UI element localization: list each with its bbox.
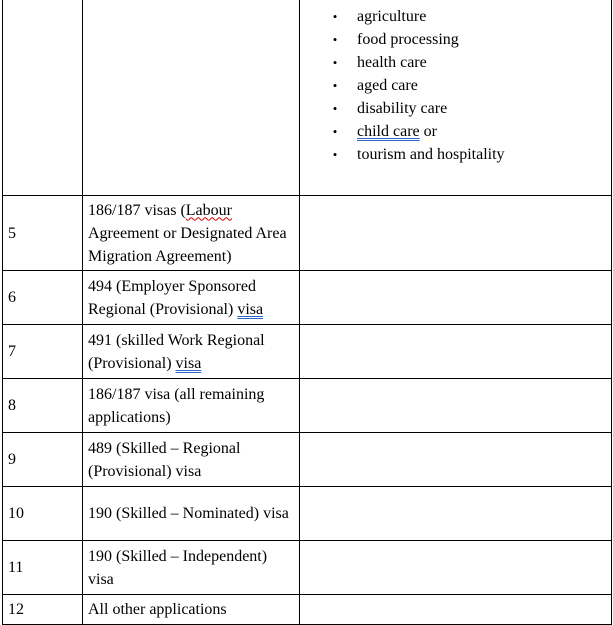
table-row — [3, 325, 612, 379]
empty-cell — [300, 433, 612, 487]
description-cell: 190 (Skilled – Nominated) visa — [83, 487, 300, 541]
description-cell: 491 (skilled Work Regional (Provisional) visa — [83, 325, 300, 379]
list-item: • agriculture — [330, 5, 611, 28]
list-item: • disability care — [330, 97, 611, 120]
priority-table — [2, 0, 612, 625]
number-cell: 5 — [3, 196, 83, 271]
table-row — [3, 196, 612, 271]
table-row — [3, 379, 612, 433]
grammar-flagged-text: visa — [237, 300, 264, 318]
description-cell: 489 (Skilled – Regional (Provisional) visa — [83, 433, 300, 487]
list-item: • food processing — [330, 28, 611, 51]
bullet-icon: • — [332, 147, 338, 162]
table-row — [3, 541, 612, 595]
number-cell: 12 — [3, 595, 83, 625]
list-item: • child care or — [330, 120, 611, 143]
empty-cell — [300, 595, 612, 625]
grammar-flagged-text: child care — [357, 123, 420, 140]
description-cell: 186/187 visa (all remaining applications) — [83, 379, 300, 433]
table-row — [3, 0, 612, 196]
empty-cell — [300, 541, 612, 595]
number-cell: 6 — [3, 271, 83, 325]
number-cell: 10 — [3, 487, 83, 541]
grammar-flagged-text: visa — [175, 354, 202, 372]
empty-cell — [300, 487, 612, 541]
empty-cell — [300, 196, 612, 271]
description-cell: All other applications — [83, 595, 300, 625]
description-cell — [83, 0, 300, 196]
table-row — [3, 271, 612, 325]
sector-list — [300, 5, 611, 166]
description-cell: 494 (Employer Sponsored Regional (Provisional) visa — [83, 271, 300, 325]
sector-list-cell — [300, 0, 612, 196]
number-cell: 7 — [3, 325, 83, 379]
number-cell: 8 — [3, 379, 83, 433]
bullet-icon: • — [332, 32, 338, 47]
list-item: • aged care — [330, 74, 611, 97]
description-cell: 186/187 visas (Labour Agreement or Designated Area Migration Agreement) — [83, 196, 300, 271]
bullet-icon: • — [332, 55, 338, 70]
bullet-icon: • — [332, 101, 338, 116]
table-row — [3, 487, 612, 541]
list-item: • health care — [330, 51, 611, 74]
empty-cell — [300, 325, 612, 379]
empty-cell — [300, 271, 612, 325]
bullet-icon: • — [332, 9, 338, 24]
description-cell: 190 (Skilled – Independent) visa — [83, 541, 300, 595]
bullet-icon: • — [332, 124, 338, 139]
number-cell — [3, 0, 83, 196]
number-cell: 9 — [3, 433, 83, 487]
spelling-flagged-text: Labour — [185, 201, 232, 219]
number-cell: 11 — [3, 541, 83, 595]
bullet-icon: • — [332, 78, 338, 93]
list-item: • tourism and hospitality — [330, 143, 611, 166]
empty-cell — [300, 379, 612, 433]
table-row — [3, 433, 612, 487]
table-row — [3, 595, 612, 625]
